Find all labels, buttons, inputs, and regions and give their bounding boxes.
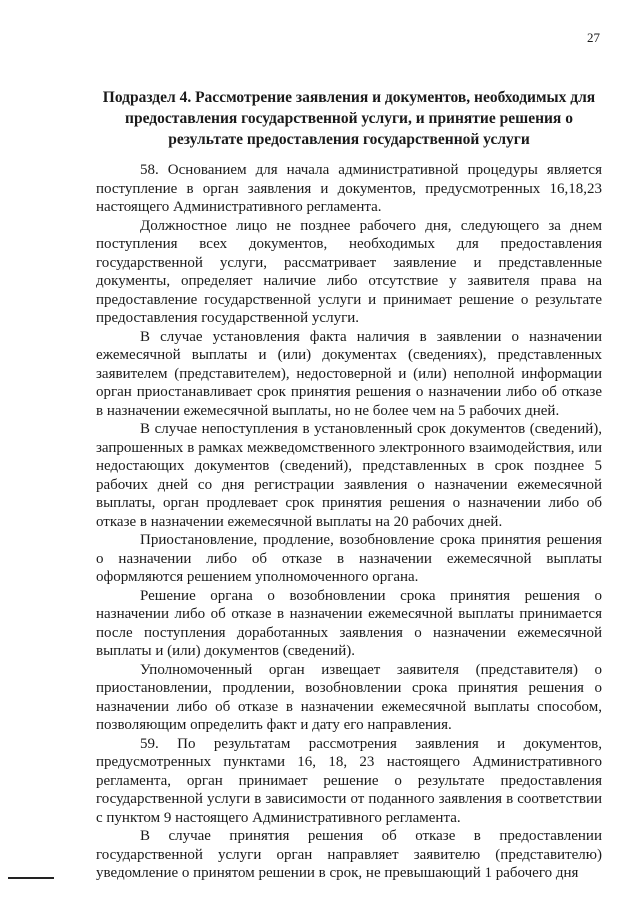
document-body <box>96 161 602 883</box>
paragraph: 59. По результатам рассмотрения заявления и документов, предусмотренных пунктами 16, 18, 23 настоящего Административного регламента, орган принимает решение о результате предоставления государственной услуги в зависимости от поданного заявления в соответствии с пунктом 9 настоящего Административного регламента. <box>96 735 602 826</box>
footer-divider <box>8 877 54 879</box>
subsection-heading: Подраздел 4. Рассмотрение заявления и документов, необходимых для предоставления государственной услуги, и принятие решения о результате предоставления государственной услуги <box>102 89 596 148</box>
paragraph: Приостановление, продление, возобновление срока принятия решения о назначении либо об отказе в назначении ежемесячной выплаты оформляются решением уполномоченного органа. <box>96 532 602 585</box>
paragraph: Уполномоченный орган извещает заявителя (представителя) о приостановлении, продлении, возобновлении срока принятия решения о назначении либо об отказе в назначении ежемесячной выплаты способом, позволяющим определить факт и дату его направления. <box>96 661 602 733</box>
paragraph: Решение органа о возобновлении срока принятия решения о назначении либо об отказе в назначении ежемесячной выплаты принимается после поступления доработанных заявления о назначении ежемесячной выплаты и (или) документов (сведений). <box>96 587 602 659</box>
page-number: 27 <box>587 30 600 45</box>
paragraph: В случае принятия решения об отказе в предоставлении государственной услуги орган направляет заявителю (представителю) уведомление о принятом решении в срок, не превышающий 1 рабочего дня <box>96 828 602 881</box>
paragraph: В случае непоступления в установленный срок документов (сведений), запрошенных в рамках межведомственного электронного взаимодействия, или недостающих документов (сведений), представленных в срок позднее 5 рабочих дней со дня регистрации заявления о назначении ежемесячной выплаты, орган продлевает срок принятия решения о назначении либо об отказе в назначении ежемесячной выплаты на 20 рабочих дней. <box>96 421 602 530</box>
paragraph: Должностное лицо не позднее рабочего дня, следующего за днем поступления всех документов, необходимых для предоставления государственной услуги, рассматривает заявление и представленные документы, определяет наличие либо отсутствие у заявителя права на предоставление государственной услуги и принимает решение о результате предоставления государственной услуги. <box>96 217 602 326</box>
paragraph: В случае установления факта наличия в заявлении о назначении ежемесячной выплаты и (или) документах (сведениях), представленных заявителем (представителем), недостоверной и (или) неполной информации орган приостанавливает срок принятия решения о назначении либо об отказе в назначении ежемесячной выплаты, но не более чем на 5 рабочих дней. <box>96 328 602 419</box>
paragraph: 58. Основанием для начала административной процедуры является поступление в орган заявления и документов, предусмотренных 16,18,23 настоящего Административного регламента. <box>96 162 602 215</box>
